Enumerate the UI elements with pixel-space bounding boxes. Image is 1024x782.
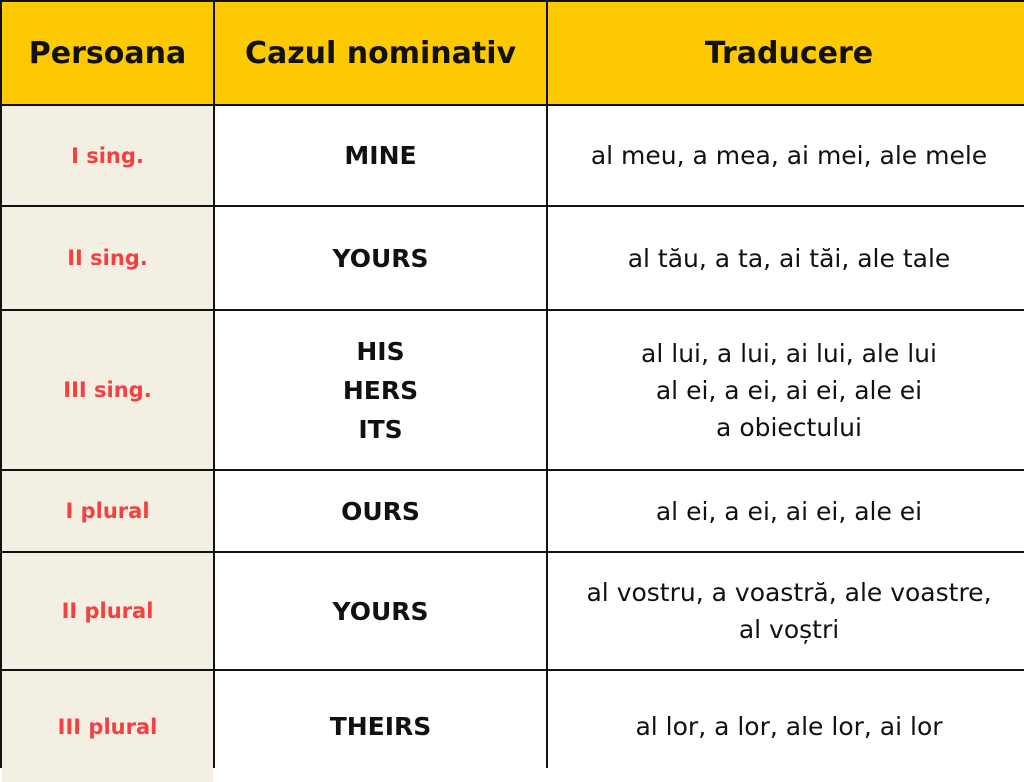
traducere-cell bbox=[548, 471, 1024, 551]
nominativ-cell bbox=[215, 207, 546, 309]
nominativ-line: YOURS bbox=[332, 596, 429, 626]
nominativ-line: MINE bbox=[344, 141, 417, 170]
nominativ-line: YOURS bbox=[332, 243, 429, 273]
traducere-line: a obiectului bbox=[716, 412, 862, 442]
traducere-line: al voștri bbox=[738, 615, 840, 644]
traducere-cell bbox=[548, 311, 1024, 469]
nominativ-cell bbox=[215, 553, 546, 669]
nominativ-cell bbox=[215, 311, 546, 469]
traducere-cell bbox=[548, 207, 1024, 309]
traducere-line: al tău, a ta, ai tăi, ale tale bbox=[627, 243, 951, 273]
persoana-cell: II plural bbox=[2, 553, 213, 669]
persoana-cell: I sing. bbox=[2, 106, 213, 205]
nominativ-line: THEIRS bbox=[329, 712, 432, 741]
header-persoana: Persoana bbox=[2, 2, 213, 104]
persoana-cell: I plural bbox=[2, 471, 213, 551]
traducere-line: al lui, a lui, ai lui, ale lui bbox=[641, 338, 937, 368]
persoana-cell: II sing. bbox=[2, 207, 213, 309]
traducere-cell bbox=[548, 106, 1024, 205]
traducere-line: al lor, a lor, ale lor, ai lor bbox=[635, 712, 943, 741]
traducere-cell bbox=[548, 553, 1024, 669]
nominativ-cell bbox=[215, 671, 546, 782]
persoana-cell: III sing. bbox=[2, 311, 213, 469]
nominativ-cell bbox=[215, 106, 546, 205]
nominativ-line: ITS bbox=[358, 414, 403, 444]
traducere-line: al ei, a ei, ai ei, ale ei bbox=[655, 496, 923, 526]
header-cazul-nominativ: Cazul nominativ bbox=[215, 2, 546, 104]
nominativ-cell bbox=[215, 471, 546, 551]
traducere-line: al meu, a mea, ai mei, ale mele bbox=[590, 141, 988, 170]
traducere-line: al ei, a ei, ai ei, ale ei bbox=[655, 375, 923, 405]
persoana-cell: III plural bbox=[2, 671, 213, 782]
nominativ-line: HIS bbox=[356, 336, 405, 366]
header-traducere: Traducere bbox=[548, 2, 1024, 104]
nominativ-line: OURS bbox=[341, 496, 420, 526]
traducere-line: al vostru, a voastră, ale voastre, bbox=[586, 578, 992, 607]
traducere-cell bbox=[548, 671, 1024, 782]
nominativ-line: HERS bbox=[342, 375, 419, 405]
